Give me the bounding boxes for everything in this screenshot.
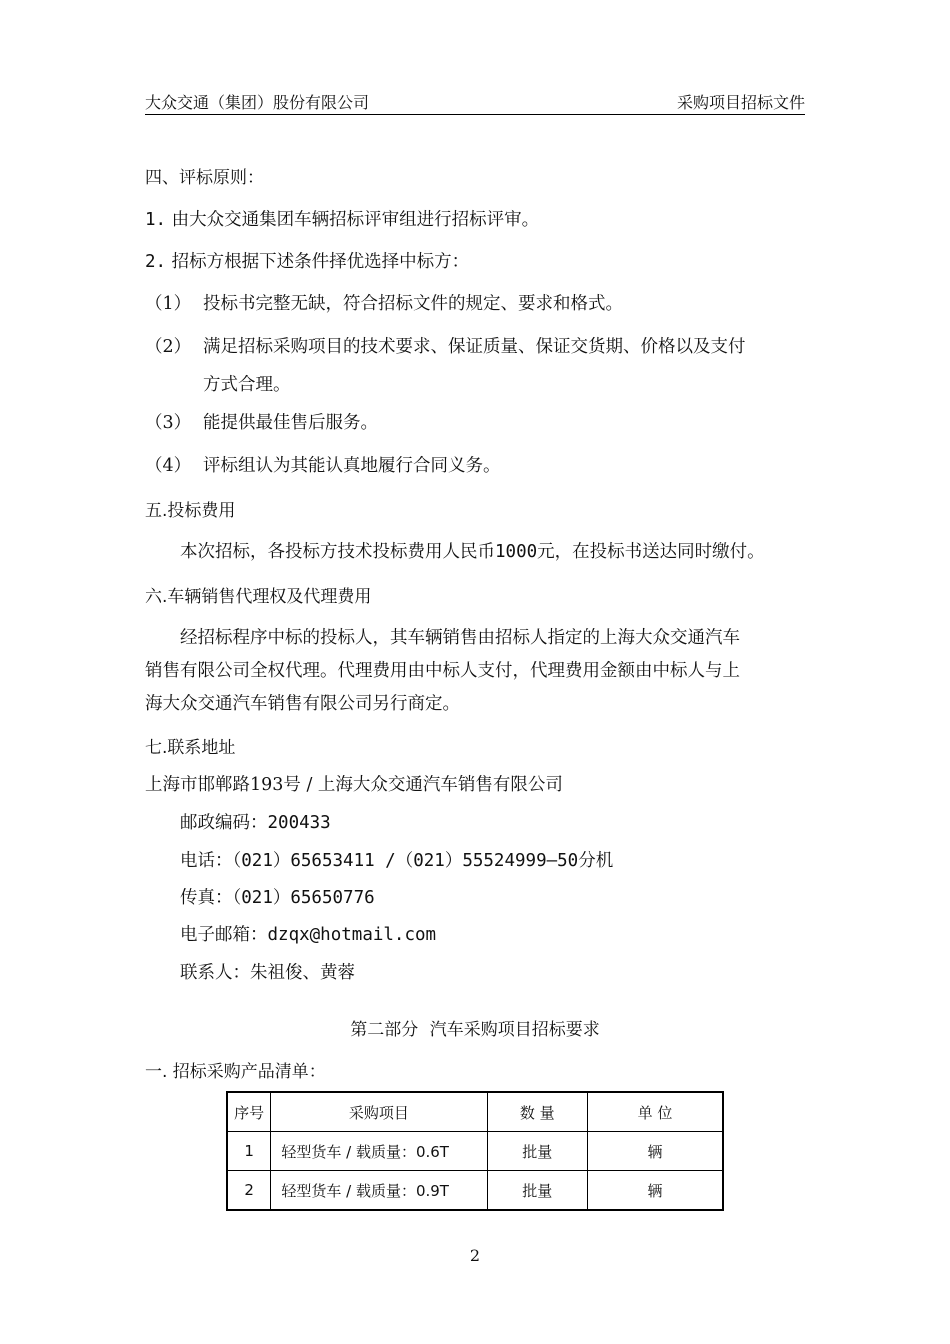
p2-number: 2. [145, 252, 167, 272]
phone-line [180, 847, 613, 872]
product-table [226, 1091, 724, 1211]
section6-line2: 销售有限公司全权代理。代理费用由中标人支付，代理费用金额由中标人与上 [145, 661, 740, 681]
phone-number: （021）65653411 /（021）55524999—50 [232, 851, 579, 871]
address-line [145, 771, 563, 796]
fee-amount: 1000 [495, 542, 538, 562]
cell-index: 2 [227, 1171, 271, 1211]
section4-title: 四、评标原则： [145, 168, 264, 188]
list-marker: （2） [145, 337, 192, 357]
phone-ext: 分机 [578, 851, 614, 871]
list-text: 评标组认为其能认真地履行合同义务。 [203, 456, 501, 476]
list-text: 投标书完整无缺，符合招标文件的规定、要求和格式。 [203, 294, 623, 314]
section4-p1 [145, 206, 539, 231]
email-address: dzqx@hotmail.com [267, 925, 437, 945]
p2-text: 招标方根据下述条件择优选择中标方： [171, 252, 470, 272]
header-quantity: 数 量 [487, 1092, 588, 1132]
list-marker: （4） [145, 456, 192, 476]
section4-p2 [145, 248, 469, 273]
section6-title: 六.车辆销售代理权及代理费用 [145, 587, 372, 607]
list-text-continuation: 方式合理。 [203, 375, 291, 395]
address-b: 号 / 上海大众交通汽车销售有限公司 [283, 775, 563, 795]
header-company: 大众交通（集团）股份有限公司 [145, 93, 370, 112]
fax-label: 传真： [180, 888, 233, 908]
part2-title: 第二部分 汽车采购项目招标要求 [350, 1020, 600, 1040]
cell-index: 1 [227, 1132, 271, 1171]
cell-quantity: 批量 [487, 1171, 588, 1211]
postal-code: 200433 [267, 813, 331, 833]
email-line [180, 921, 436, 946]
header-item: 采购项目 [271, 1092, 487, 1132]
list-text: 能提供最佳售后服务。 [203, 413, 378, 433]
header-unit: 单 位 [588, 1092, 723, 1132]
p1-number: 1. [145, 210, 167, 230]
section6-line3: 海大众交通汽车销售有限公司另行商定。 [145, 694, 460, 714]
header-index: 序号 [227, 1092, 271, 1132]
page-number: 2 [469, 1246, 481, 1265]
contact-names: 朱祖俊、黄蓉 [250, 963, 355, 983]
table-header-row [227, 1092, 723, 1132]
postal-label: 邮政编码： [180, 813, 268, 833]
page-header [145, 90, 805, 115]
address-a: 上海市邯郸路 [145, 775, 250, 795]
section7-title: 七.联系地址 [145, 738, 236, 758]
cell-unit: 辆 [588, 1171, 723, 1211]
contact-line [180, 959, 355, 984]
fax-number: （021）65650776 [232, 888, 375, 908]
cell-item: 轻型货车 / 载质量：0.9T [271, 1171, 487, 1211]
list-marker: （3） [145, 413, 192, 433]
fax-line [180, 884, 375, 909]
contact-label: 联系人： [180, 963, 250, 983]
section5-title: 五.投标费用 [145, 501, 236, 521]
section5-text [180, 538, 765, 563]
address-number: 193 [250, 775, 284, 795]
list-text: 满足招标采购项目的技术要求、保证质量、保证交货期、价格以及支付 [203, 337, 746, 357]
p1-text: 由大众交通集团车辆招标评审组进行招标评审。 [171, 210, 540, 230]
table-row [227, 1171, 723, 1211]
product-list-title: 一. 招标采购产品清单： [145, 1062, 326, 1082]
header-doc-title: 采购项目招标文件 [676, 93, 805, 112]
list-marker: （1） [145, 294, 192, 314]
phone-label: 电话： [180, 851, 233, 871]
email-label: 电子邮箱： [180, 925, 268, 945]
cell-quantity: 批量 [487, 1132, 588, 1171]
fee-text-a: 本次招标，各投标方技术投标费用人民币 [180, 542, 495, 562]
postal-line [180, 809, 331, 834]
fee-text-b: 元，在投标书送达同时缴付。 [537, 542, 765, 562]
table-row [227, 1132, 723, 1171]
cell-item: 轻型货车 / 载质量：0.6T [271, 1132, 487, 1171]
section6-line1: 经招标程序中标的投标人，其车辆销售由招标人指定的上海大众交通汽车 [180, 628, 740, 648]
cell-unit: 辆 [588, 1132, 723, 1171]
